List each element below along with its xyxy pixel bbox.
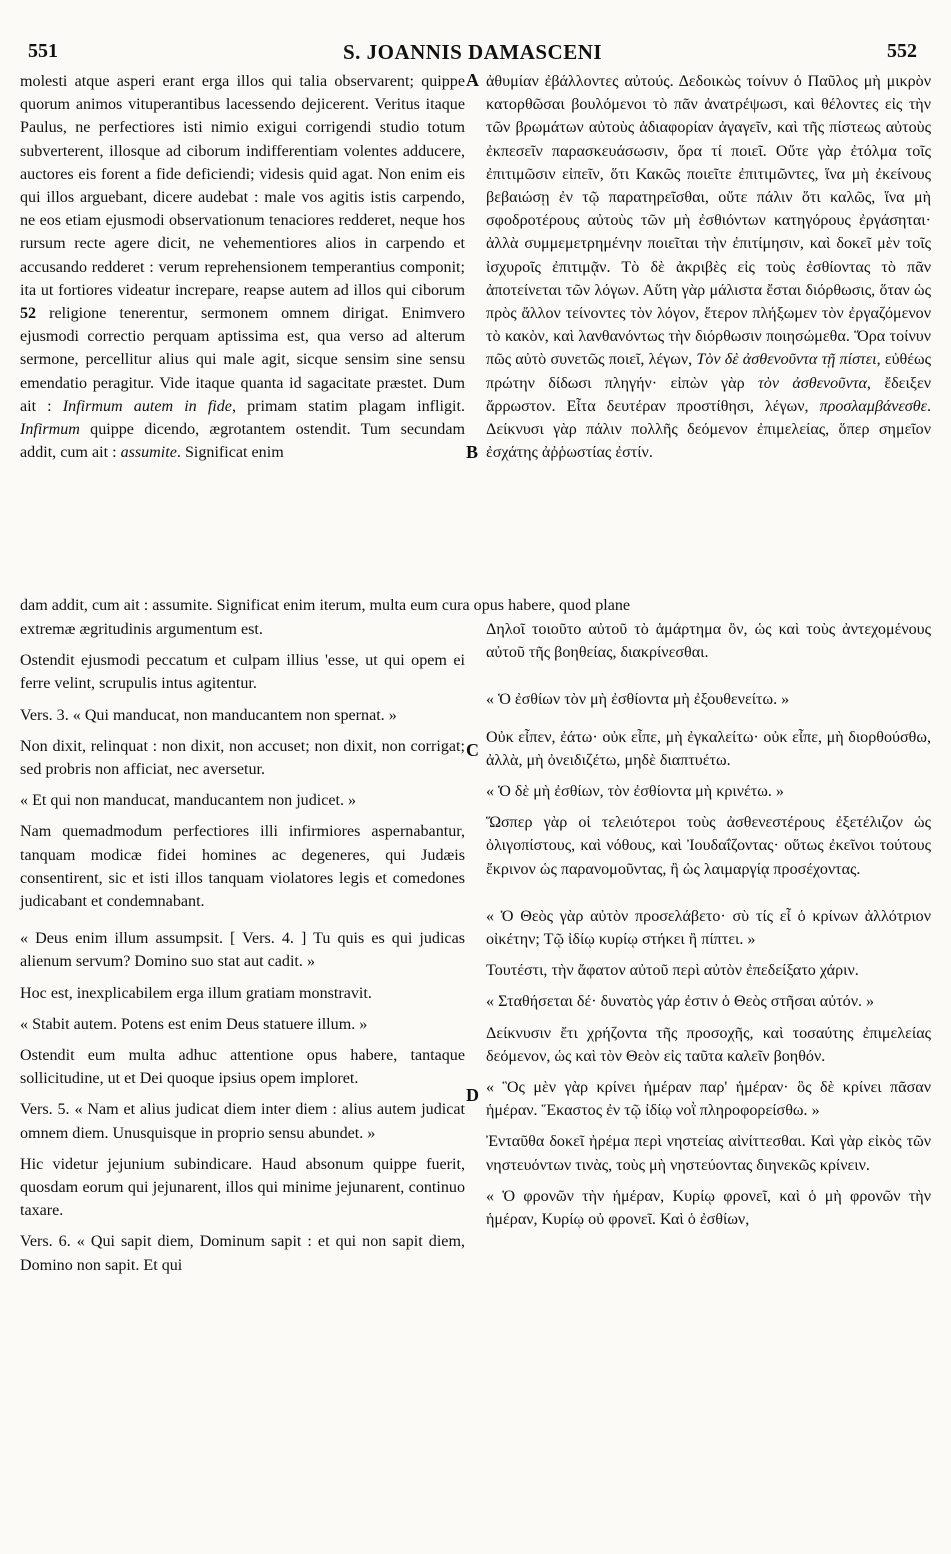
- latin-verse: « Deus enim illum assumpsit. [ Vers. 4. ] Tu quis es qui judicas alienum servum? Domino suo stat aut cadit. »: [20, 930, 465, 971]
- latin-paragraph: Non dixit, relinquat : non dixit, non accuset; non dixit, non corrigat; sed probris non afficiat, nec aversetur.: [20, 737, 465, 779]
- greek-verse: « Ὁ δὲ μὴ ἐσθίων, τὸν ἐσθίοντα μὴ κρινέτω. »: [486, 783, 784, 801]
- full-width-line: dam addit, cum ait : assumite. Significat enim iterum, multa eum cura opus habere, quod plane: [20, 597, 631, 614]
- greek-verse: « Ὁ φρονῶν τὴν ἡμέραν, Κυρίῳ φρονεῖ, καὶ ὁ μὴ φρονῶν τὴν ἡμέραν, Κυρίῳ οὐ φρονεῖ. Καὶ ὁ ἐσθίων,: [486, 1187, 931, 1229]
- latin-paragraph: Hoc est, inexplicabilem erga illum gratiam monstravit.: [20, 984, 372, 1002]
- latin-verse: Vers. 5. « Nam et alius judicat diem inter diem : alius autem judicat omnem diem. Unusquisque in proprio sensu abundet. »: [20, 1101, 465, 1142]
- greek-paragraph: Δηλοῖ τοιοῦτο αὐτοῦ τὸ ἁμάρτημα ὂν, ὡς καὶ τοὺς ἀντεχομένους αὐτοῦ τῆς βοηθείας, διακρίνεσθαι.: [486, 621, 931, 662]
- margin-marker-b: B: [466, 442, 479, 462]
- greek-quote: τὸν ἀσθενοῦντα: [758, 374, 867, 392]
- greek-quote: Τὸν δὲ ἀσθενοῦντα τῇ πίστει: [696, 351, 877, 369]
- latin-paragraph: Nam quemadmodum perfectiores illi infirmiores aspernabantur, tanquam modicæ fidei homines ac degeneres, qui Judæis consentirent, sic et isti illos tanquam violatores legis et comedones judicabant et condemnabant.: [20, 823, 465, 911]
- greek-column-top: [486, 70, 931, 464]
- page-number-left: 551: [28, 40, 58, 62]
- greek-paragraph: Οὐκ εἶπεν, ἐάτω· οὐκ εἶπε, μὴ ἐγκαλείτω· οὐκ εἶπε, μὴ διορθούσθω, ἀλλὰ, μὴ ὀνειδιζέτω, μηδὲ διαπτυέτω.: [486, 728, 931, 769]
- latin-verse: « Stabit autem. Potens est enim Deus statuere illum. »: [20, 1015, 368, 1033]
- page-header: [20, 40, 925, 70]
- margin-marker-c: C: [466, 740, 479, 760]
- running-title: S. JOANNIS DAMASCENI: [342, 40, 603, 64]
- latin-verse: « Et qui non manducat, manducantem non judicet. »: [20, 792, 357, 810]
- greek-paragraph: ἀθυμίαν ἐβάλλοντες αὐτούς. Δεδοικὼς τοίνυν ὁ Παῦλος μὴ μικρὸν κατορθῶσαι βουλόμενοι τὸ πᾶν ἀνατρέψωσι, καὶ θέλοντες εἰς τὴν τῶν βρωμάτων αὐτοὺς ἀδιαφορίαν ἀγαγεῖν, καὶ τῆς πίστεως αὐτοὺς ἐκπεσεῖν παρασκευάσωσιν, ὅρα τί ποιεῖ. Οὔτε γὰρ ἐτόλμα τοῖς ἐπιτιμῶσιν εἰπεῖν, ὅτι Κακῶς ποιεῖτε ἐπιτιμῶντες, ἵνα μὴ ἐκείνους βεβαιώσῃ ἐν τῷ παρατηρεῖσθαι, οὔτε πάλιν ὅτι καλῶς, ἵνα μὴ σφοδροτέρους αὐτοὺς τῶν μὴ ἐσθιόντων κατηγόρους ἐργάσηται· ἀλλὰ συμμεμετρημένην ποιεῖται τὴν ἐπιτίμησιν, καὶ δοκεῖ μὲν τοῖς ἰσχυροῖς ἐπιτιμᾷν. Τὸ δὲ ἀκριβὲς εἰς τοὺς ἐσθίοντας τὸ πᾶν ἀποτείνεται τῶν λόγων. Αὕτη γὰρ μάλιστα ἔσται διόρθωσις, ὅταν ὡς πρὸς ἄλλον τείνοντες τὸν λόγον, ἕτερον πλήξωμεν τὸν ἐργαζόμενον τὸ κακὸν, καὶ λανθανόντως τὴν διόρθωσιν ποιησώμεθα. Ὅρα τοίνυν πῶς αὐτὸ συνετῶς ποιεῖ, λέγων, Τὸν δὲ ἀσθενοῦντα τῇ πίστει, εὐθέως πρώτην δίδωσι πληγήν· εἰπὼν γὰρ τὸν ἀσθενοῦντα, ἔδειξεν ἄρρωστον. Εἶτα δευτέραν προστίθησι, λέγων, προσλαμβάνεσθε. Δείκνυσι γὰρ πάλιν πολλῆς δεόμενον ἐπιμελείας, ὅπερ σημεῖον ἐσχάτης ἀῤῥωστίας ἐστίν.: [486, 73, 931, 462]
- latin-paragraph: Hic videtur jejunium subindicare. Haud absonum quippe fuerit, quosdam eorum qui jejunarent, illos qui minime jejunarent, continuo taxare.: [20, 1155, 465, 1220]
- latin-verse: Vers. 3. « Qui manducat, non manducantem non spernat. »: [20, 706, 397, 724]
- greek-verse: « Ὁ ἐσθίων τὸν μὴ ἐσθίοντα μὴ ἐξουθενείτω. »: [486, 691, 790, 709]
- greek-verse: « Ὁ Θεὸς γὰρ αὐτὸν προσελάβετο· σὺ τίς εἶ ὁ κρίνων ἀλλότριον οἰκέτην; Τῷ ἰδίῳ κυρίῳ στήκει ἢ πίπτει. »: [486, 907, 931, 949]
- greek-paragraph: Τουτέστι, τὴν ἄφατον αὐτοῦ περὶ αὐτὸν ἐπεδείξατο χάριν.: [486, 962, 859, 980]
- margin-marker-d: D: [466, 1085, 479, 1105]
- page-number-right: 552: [887, 40, 917, 62]
- latin-quote: Infirmum: [20, 421, 80, 439]
- column-number: 52: [20, 305, 37, 323]
- latin-quote: Infirmum autem in fide: [62, 397, 232, 415]
- greek-verse: « Ὃς μὲν γὰρ κρίνει ἡμέραν παρ' ἡμέραν· ὃς δὲ κρίνει πᾶσαν ἡμέραν. Ἕκαστος ἐν τῷ ἰδίῳ νοῒ πληροφορείσθω. »: [486, 1079, 931, 1120]
- latin-paragraph: Ostendit ejusmodi peccatum et culpam illius 'esse, ut qui opem ei ferre velint, scrupulis intus agitentur.: [20, 652, 465, 693]
- latin-column-top: [20, 70, 465, 464]
- greek-paragraph: Δείκνυσιν ἔτι χρήζοντα τῆς προσοχῆς, καὶ τοσαύτης ἐπιμελείας δεόμενον, ὡς καὶ τὸν Θεὸν εἰς ταῦτα καλεῖν βοηθόν.: [486, 1024, 931, 1065]
- latin-quote: assumite: [120, 444, 177, 462]
- greek-column-main: [486, 618, 931, 1231]
- greek-quote: προσλαμβάνεσθε: [819, 397, 927, 415]
- greek-verse: « Σταθήσεται δέ· δυνατὸς γάρ ἐστιν ὁ Θεὸς στῆσαι αὐτόν. »: [486, 993, 875, 1011]
- latin-paragraph: molesti atque asperi erant erga illos qui talia observarent; quippe quorum animos vituperantibus lacessendo dejicerent. Veritus itaque Paulus, ne perfectiores isti nimio exigui corrigendi studio totum subverterent, illosque ad ciborum indifferentiam volentes adducere, auctores eis forent a fide deficiendi; videsis quid agat. Non enim eis qui illos arguebant, dicere audebat : male vos agitis istis carpendo, ne eos etiam ejusmodi observationum tenaciores redderet, neque hos rursum recte agere dicit, ne vehementiores alios in carpendo et accusando redderet : verum reprehensionem temperantius componit; ita ut fortiores videatur increpare, reapse autem ad illos qui ciborum 52 religione tenerentur, sermonem omnem dirigat. Enimvero ejusmodi correctio perquam aptissima est, qua verso ad alterum sermone, percellitur alius qui male agit, sicque sensim sine sensu emendatio peragitur. Vide itaque quanta id sagacitate præstet. Dum ait : Infirmum autem in fide, primam statim plagam infligit. Infirmum quippe dicendo, ægrotantem ostendit. Tum secundam addit, cum ait : assumite. Significat enim: [20, 73, 465, 462]
- latin-paragraph: Ostendit eum multa adhuc attentione opus habere, tantaque sollicitudine, ut et Dei quoque ipsius opem imploret.: [20, 1047, 465, 1088]
- greek-paragraph: Ὥσπερ γὰρ οἱ τελειότεροι τοὺς ἀσθενεστέρους ἐξετέλιζον ὡς ὀλιγοπίστους, καὶ νόθους, καὶ Ἰουδαΐζοντας· οὕτως ἐκεῖνοι τούτους ἔκρινον ὡς παρανομοῦντας, ἢ ὡς λαιμαργίᾳ προσέχοντας.: [486, 814, 931, 878]
- latin-paragraph: extremæ ægritudinis argumentum est.: [20, 621, 263, 638]
- latin-column-main: [20, 618, 465, 1277]
- greek-paragraph: Ἐνταῦθα δοκεῖ ἠρέμα περὶ νηστείας αἰνίττεσθαι. Καὶ γὰρ εἰκὸς τῶν νηστευόντων τινὰς, τοὺς μὴ νηστεύοντας διηνεκῶς κρίνειν.: [486, 1133, 931, 1174]
- latin-verse: Vers. 6. « Qui sapit diem, Dominum sapit : et qui non sapit diem, Domino non sapit. Et qui: [20, 1233, 465, 1274]
- margin-marker-a: A: [466, 70, 479, 90]
